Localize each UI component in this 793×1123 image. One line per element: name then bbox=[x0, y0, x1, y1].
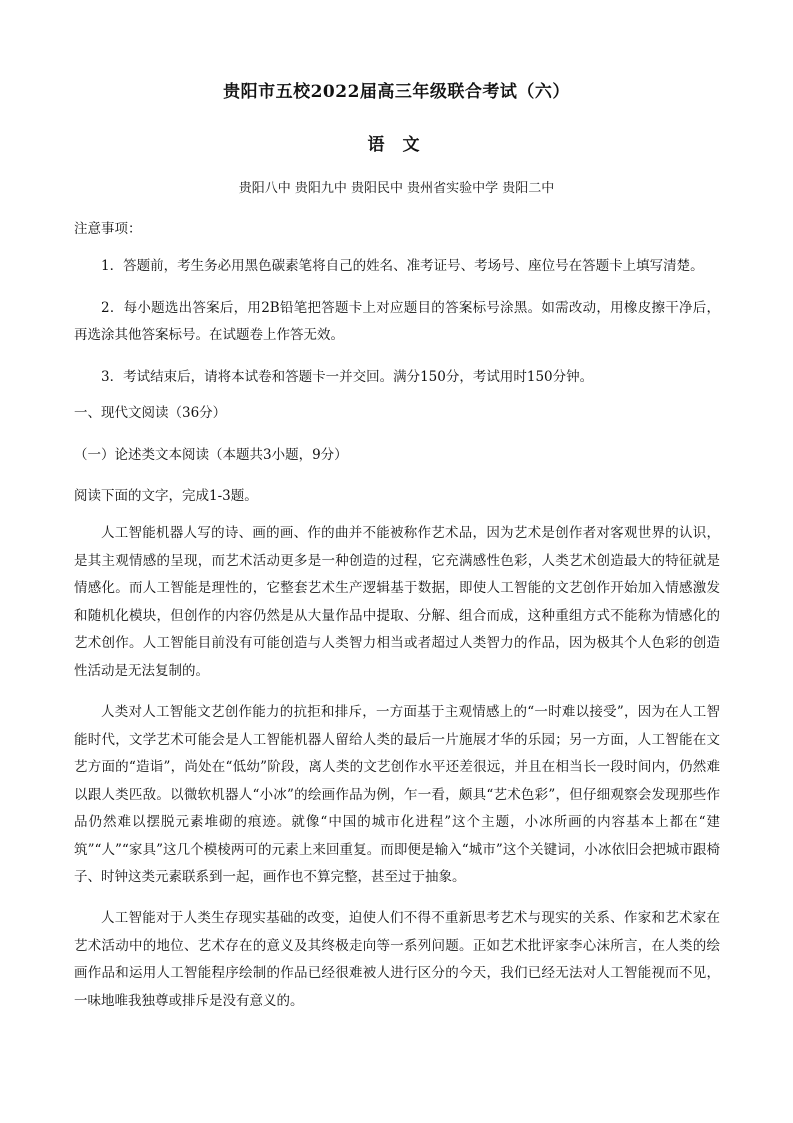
school-list: 贵阳八中 贵阳九中 贵阳民中 贵州省实验中学 贵阳二中 bbox=[238, 181, 555, 196]
section-heading: 一、现代文阅读（36分） bbox=[74, 405, 227, 421]
notice-item-2: 2．每小题选出答案后，用2B铅笔把答题卡上对应题目的答案标号涂黑。如需改动，用橡皮擦干净后，再选涂其他答案标号。在试题卷上作答无效。 bbox=[74, 300, 720, 343]
subject-title: 语 文 bbox=[367, 135, 426, 155]
section-subheading: （一）论述类文本阅读（本题共3小题，9分） bbox=[74, 447, 348, 463]
notice-item-1: 1．答题前，考生务必用黑色碳素笔将自己的姓名、准考证号、考场号、座位号在答题卡上填写清楚。 bbox=[101, 258, 704, 274]
passage-paragraph-3: 人工智能对于人类生存现实基础的改变，迫使人们不得不重新思考艺术与现实的关系、作家和艺术家在艺术活动中的地位、艺术存在的意义及其终极走向等一系列问题。正如艺术批评家李心沫所言，在人类的绘画作品和运用人工智能程序绘制的作品已经很难被人进行区分的今天，我们已经无法对人工智能视而不见，一味地唯我独尊或排斥是没有意义的。 bbox=[74, 910, 720, 1009]
passage-paragraph-2: 人类对人工智能文艺创作能力的抗拒和排斥，一方面基于主观情感上的“一时难以接受”，因为在人工智能时代，文学艺术可能会是人工智能机器人留给人类的最后一片施展才华的乐园；另一方面，人工智能在文艺方面的“造诣”，尚处在“低幼”阶段，离人类的文艺创作水平还差很远，并且在相当长一段时间内，仍然难以跟人类匹敌。以微软机器人“小冰”的绘画作品为例，乍一看，颇具“艺术色彩”，但仔细观察会发现那些作品仍然难以摆脱元素堆砌的痕迹。就像“中国的城市化进程”这个主题，小冰所画的内容基本上都在“建筑”“人”“家具”这几个模棱两可的元素上来回重复。而即便是输入“城市”这个关键词，小冰依旧会把城市跟椅子、时钟这类元素联系到一起，画作也不算完整，甚至过于抽象。 bbox=[74, 704, 720, 885]
notice-heading: 注意事项： bbox=[74, 221, 142, 237]
exam-title: 贵阳市五校2022届高三年级联合考试（六） bbox=[223, 82, 570, 102]
section-instruction: 阅读下面的文字，完成1-3题。 bbox=[74, 488, 258, 504]
passage-paragraph-1: 人工智能机器人写的诗、画的画、作的曲并不能被称作艺术品，因为艺术是创作者对客观世界的认识，是其主观情感的呈现，而艺术活动更多是一种创造的过程，它充满感性色彩，人类艺术创造最大的特征就是情感化。而人工智能是理性的，它整套艺术生产逻辑基于数据，即使人工智能的文艺创作开始加入情感激发和随机化模块，但创作的内容仍然是从大量作品中提取、分解、组合而成，这种重组方式不能称为情感化的艺术创作。人工智能目前没有可能创造与人类智力相当或者超过人类智力的作品，因为极其个人色彩的创造性活动是无法复制的。 bbox=[74, 525, 720, 679]
notice-item-3: 3．考试结束后，请将本试卷和答题卡一并交回。满分150分，考试用时150分钟。 bbox=[101, 369, 594, 385]
